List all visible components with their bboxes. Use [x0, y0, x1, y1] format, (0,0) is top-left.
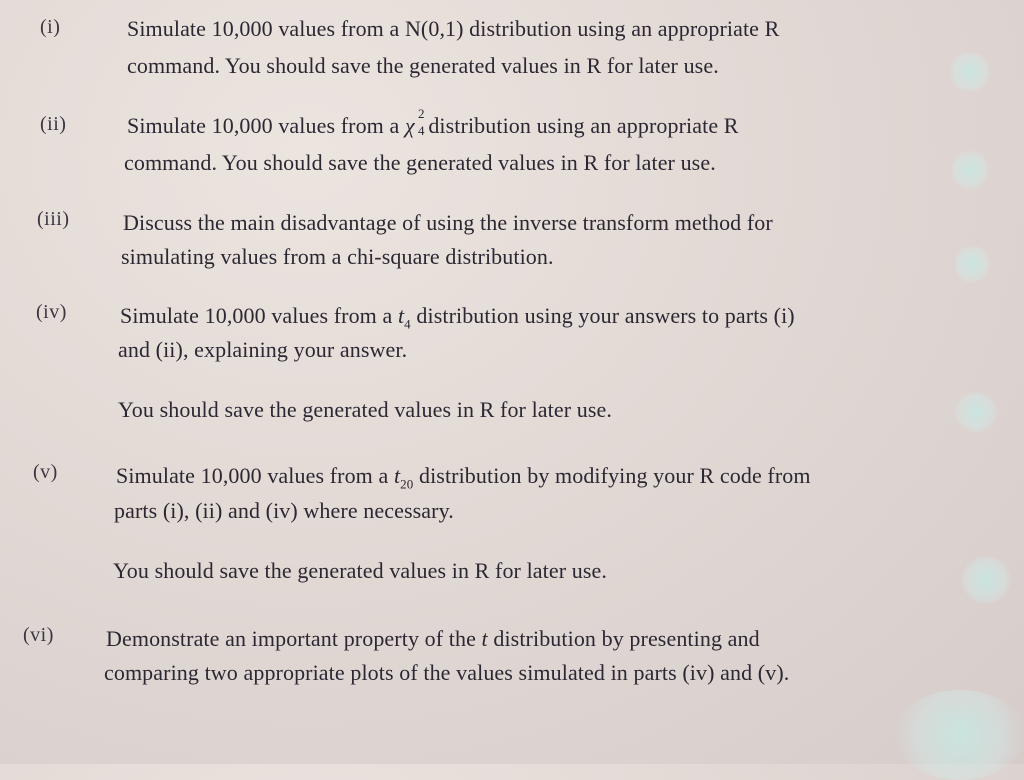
smudge-decoration: [955, 392, 997, 432]
question-text-line: Discuss the main disadvantage of using the inverse transform method for: [123, 210, 773, 235]
question-number: (ii): [40, 113, 67, 135]
smudge-decoration: [962, 556, 1010, 604]
t-symbol: t: [481, 626, 488, 651]
question-number: (v): [33, 461, 58, 483]
question-text-line: parts (i), (ii) and (iv) where necessary.: [114, 498, 454, 523]
question-text-line: Simulate 10,000 values from a χ 2 4 distribution using an appropriate R: [127, 106, 739, 138]
question-number: (vi): [23, 624, 54, 646]
question-number: (iii): [37, 208, 70, 230]
question-text-line: You should save the generated values in R for later use.: [113, 558, 607, 583]
question-text-line: Simulate 10,000 values from a $t_{20}$ distribution by modifying your R code from: [116, 463, 811, 492]
question-text-line: command. You should save the generated values in R for later use.: [124, 150, 716, 175]
smudge-decoration: [955, 245, 989, 283]
question-number: (i): [40, 16, 61, 38]
question-text-line: Simulate 10,000 values from a $t_4$ distribution using your answers to parts (i): [120, 303, 795, 332]
smudge-decoration: [895, 690, 1024, 780]
question-text-line: and (ii), explaining your answer.: [118, 337, 408, 362]
question-text-line: Simulate 10,000 values from a N(0,1) distribution using an appropriate R: [127, 16, 780, 41]
question-text-line: simulating values from a chi-square distribution.: [121, 244, 554, 269]
t-symbol: t: [393, 463, 401, 488]
question-text-line: You should save the generated values in R for later use.: [118, 397, 612, 422]
smudge-decoration: [952, 150, 988, 190]
question-text-line: command. You should save the generated values in R for later use.: [127, 53, 719, 78]
smudge-decoration: [950, 52, 990, 92]
question-number: (iv): [36, 301, 67, 323]
chi-square-symbol: χ 2 4: [404, 106, 425, 138]
question-text-line: Demonstrate an important property of the t distribution by presenting and: [106, 626, 760, 651]
question-text-line: comparing two appropriate plots of the values simulated in parts (iv) and (v).: [104, 660, 790, 685]
t-symbol: t: [397, 303, 405, 328]
